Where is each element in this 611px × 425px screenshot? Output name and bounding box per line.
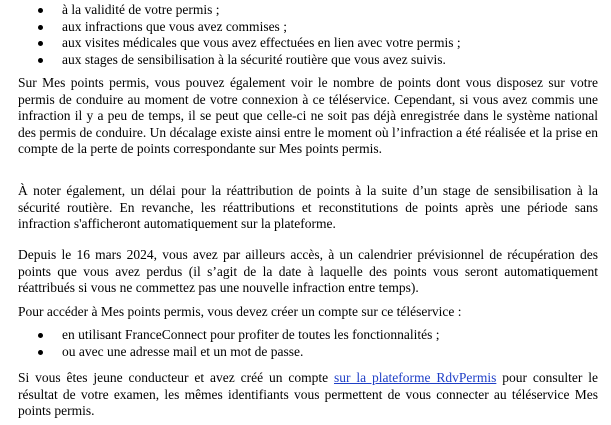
- bullet-list-info: [38, 2, 461, 68]
- paragraph-text: pour consulter le résultat de votre examen, les mêmes identifiants vous permettent de vous connecter au téléservice Mes points permis.: [18, 370, 598, 419]
- list-item-text: ou avec une adresse mail et un mot de passe.: [62, 343, 304, 359]
- list-item-text: aux stages de sensibilisation à la sécurité routière que vous avez suivis.: [62, 51, 446, 67]
- paragraph-calendar: Depuis le 16 mars 2024, vous avez par ailleurs accès, à un calendrier prévisionnel de récupération des points que vous avez perdus (il s’agit de la date à laquelle des points vous seront automatiquement réattribués si vous ne commettez pas une nouvelle infraction entre temps).: [18, 247, 598, 296]
- bullet-icon: [38, 333, 43, 338]
- list-item: [38, 52, 461, 69]
- rdvpermis-link[interactable]: sur la plateforme RdvPermis: [333, 370, 497, 385]
- list-item-text: aux infractions que vous avez commises ;: [62, 18, 287, 34]
- paragraph-stage-delay: À noter également, un délai pour la réattribution de points à la suite d’un stage de sensibilisation à la sécurité routière. En revanche, les réattributions et reconstitutions de points après une période sans infraction s'afficheront automatiquement sur la plateforme.: [18, 183, 598, 232]
- bullet-icon: [38, 58, 43, 63]
- list-item: [38, 327, 440, 344]
- paragraph-access: Pour accéder à Mes points permis, vous devez créer un compte sur ce téléservice :: [18, 304, 462, 319]
- paragraph-text: Si vous êtes jeune conducteur et avez créé un compte: [18, 370, 334, 385]
- bullet-icon: [38, 350, 43, 355]
- list-item-text: à la validité de votre permis ;: [62, 2, 220, 17]
- bullet-list-access: [38, 327, 440, 360]
- list-item: [38, 344, 440, 361]
- list-item: [38, 35, 461, 52]
- bullet-icon: [38, 41, 43, 46]
- list-item-text: en utilisant FranceConnect pour profiter de toutes les fonctionnalités ;: [62, 327, 440, 342]
- bullet-icon: [38, 8, 43, 13]
- paragraph-points-display: Sur Mes points permis, vous pouvez également voir le nombre de points dont vous disposez sur votre permis de conduire au moment de votre connexion à ce téléservice. Cependant, si vous avez commis une infraction il y a peu de temps, il se peut que celle-ci ne soit pas déjà enregistrée dans le système national des permis de conduire. Un décalage existe ainsi entre le moment où l’infraction a été réalisée et la prise en compte de la perte de points correspondante sur Mes points permis.: [18, 75, 598, 157]
- paragraph-young-driver: [18, 370, 598, 420]
- list-item: [38, 2, 461, 19]
- list-item: [38, 19, 461, 36]
- list-item-text: aux visites médicales que vous avez effectuées en lien avec votre permis ;: [62, 35, 461, 51]
- bullet-icon: [38, 25, 43, 30]
